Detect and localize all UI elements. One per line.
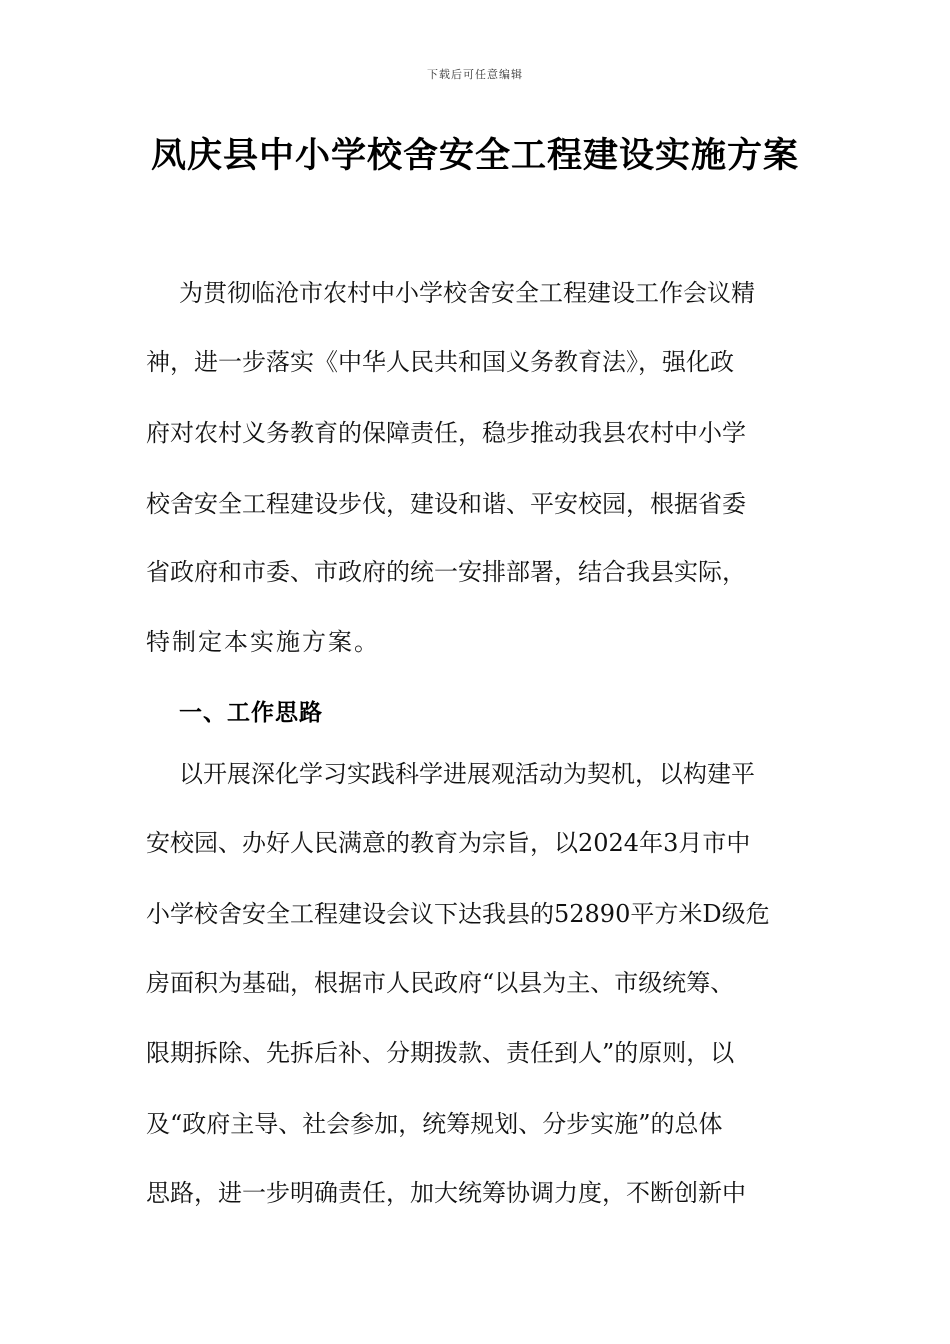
paragraph-line: 安校园、办好人民满意的教育为宗旨，以2024年3月市中: [146, 829, 751, 857]
paragraph-line: 小学校舍安全工程建设会议下达我县的52890平方米D级危: [146, 900, 770, 928]
paragraph-line: 为贯彻临沧市农村中小学校舍安全工程建设工作会议精: [179, 279, 755, 307]
paragraph-line: 省政府和市委、市政府的统一安排部署，结合我县实际，: [146, 558, 746, 586]
paragraph-line-last: 特制定本实施方案。: [146, 628, 380, 656]
document-title: 凤庆县中小学校舍安全工程建设实施方案: [150, 135, 799, 176]
paragraph-line: 校舍安全工程建设步伐，建设和谐、平安校园，根据省委: [146, 490, 746, 518]
paragraph-line: 府对农村义务教育的保障责任，稳步推动我县农村中小学: [146, 419, 746, 447]
paragraph-line: 房面积为基础，根据市人民政府“以县为主、市级统筹、: [146, 969, 735, 997]
header-note: 下载后可任意编辑: [427, 68, 523, 81]
paragraph-line: 限期拆除、先拆后补、分期拨款、责任到人”的原则，以: [146, 1039, 735, 1067]
paragraph-line: 思路，进一步明确责任，加大统筹协调力度，不断创新中: [146, 1179, 746, 1207]
paragraph-line: 神，进一步落实《中华人民共和国义务教育法》，强化政: [146, 348, 734, 376]
paragraph-line: 以开展深化学习实践科学进展观活动为契机，以构建平: [179, 760, 755, 788]
section-heading: 一、工作思路: [179, 700, 323, 726]
paragraph-line: 及“政府主导、社会参加，统筹规划、分步实施”的总体: [146, 1110, 723, 1138]
